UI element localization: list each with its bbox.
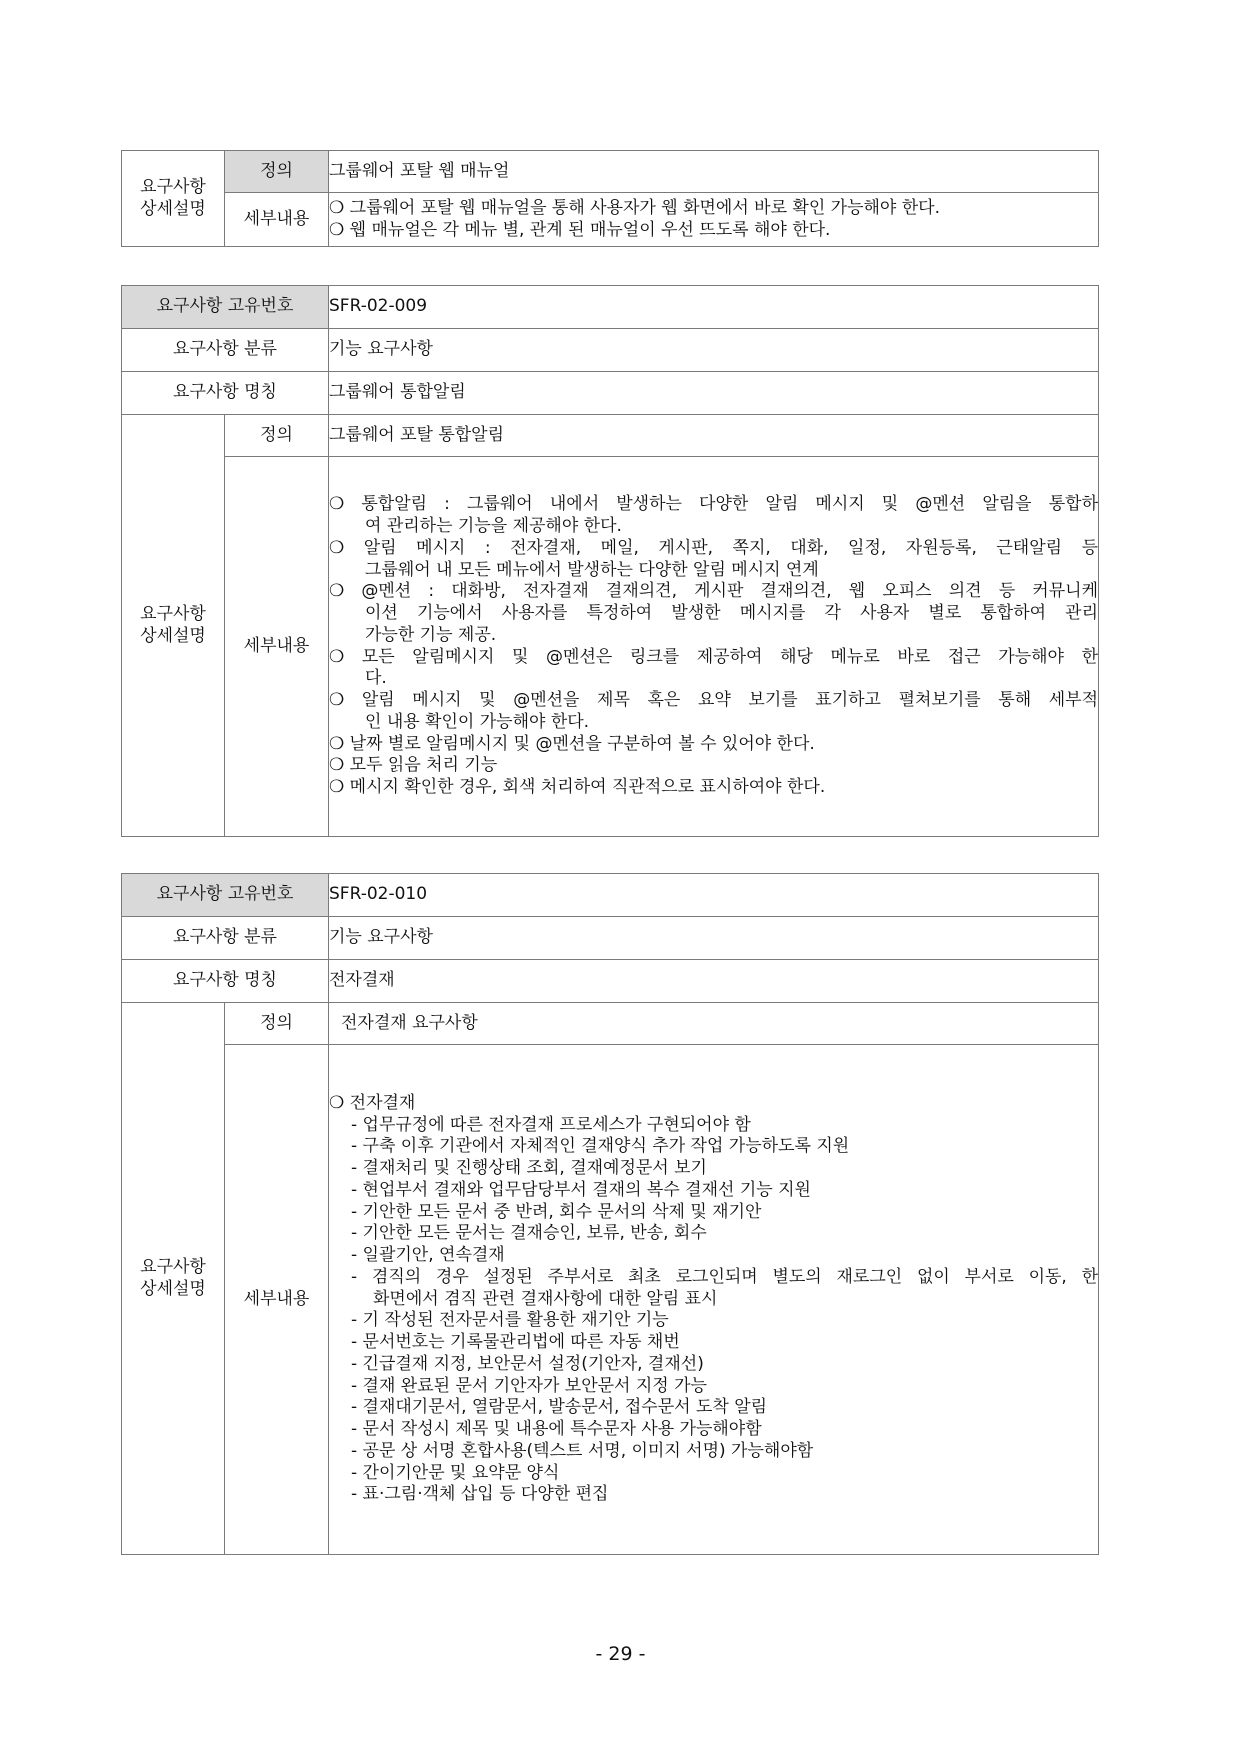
requirement-category-label: 요구사항 분류 <box>122 917 329 960</box>
detail-label: 세부내용 <box>225 193 329 247</box>
definition-value: 그룹웨어 포탈 통합알림 <box>329 415 1099 457</box>
detail-line: - 업무규정에 따른 전자결재 프로세스가 구현되어야 함 <box>351 1114 751 1135</box>
detail-line: ❍ 그룹웨어 포탈 웹 매뉴얼을 통해 사용자가 웹 화면에서 바로 확인 가능해야 한다. <box>329 197 940 218</box>
detail-line: - 현업부서 결재와 업무담당부서 결재의 복수 결재선 기능 지원 <box>351 1179 811 1200</box>
detail-group-label: 요구사항 상세설명 <box>122 1003 225 1555</box>
detail-line: ❍ 알림 메시지 : 전자결재, 메일, 게시판, 쪽지, 대화, 일정, 자원등록, 근태알림 등 <box>329 537 1098 558</box>
requirement-table-e-approval <box>121 873 1099 1555</box>
requirement-table-notification <box>121 285 1099 837</box>
detail-content <box>329 193 1099 247</box>
detail-line: ❍ 모든 알림메시지 및 @멘션은 링크를 제공하여 해당 메뉴로 바로 접근 가능해야 한 <box>329 646 1098 667</box>
detail-line: - 겸직의 경우 설정된 주부서로 최초 로그인되며 별도의 재로그인 없이 부서로 이동, 한 <box>351 1266 1098 1287</box>
detail-line: 그룹웨어 내 모든 메뉴에서 발생하는 다양한 알림 메시지 연계 <box>365 559 819 580</box>
detail-content <box>329 457 1099 837</box>
detail-line: - 간이기안문 및 요약문 양식 <box>351 1462 560 1483</box>
detail-line: 가능한 기능 제공. <box>365 624 497 645</box>
detail-line: 인 내용 확인이 가능해야 한다. <box>365 711 590 732</box>
detail-line: ❍ 날짜 별로 알림메시지 및 @멘션을 구분하여 볼 수 있어야 한다. <box>329 733 815 754</box>
detail-line: - 공문 상 서명 혼합사용(텍스트 서명, 이미지 서명) 가능해야함 <box>351 1440 814 1461</box>
detail-line: - 문서 작성시 제목 및 내용에 특수문자 사용 가능해야함 <box>351 1419 762 1440</box>
definition-value: 그룹웨어 포탈 웹 매뉴얼 <box>329 151 1099 193</box>
detail-line: ❍ 전자결재 <box>329 1092 416 1113</box>
requirement-category-value: 기능 요구사항 <box>329 917 1099 960</box>
detail-line: - 일괄기안, 연속결재 <box>351 1245 505 1266</box>
requirement-name-value: 그룹웨어 통합알림 <box>329 372 1099 415</box>
detail-line: - 결재 완료된 문서 기안자가 보안문서 지정 가능 <box>351 1375 707 1396</box>
detail-line: ❍ 메시지 확인한 경우, 회색 처리하여 직관적으로 표시하여야 한다. <box>329 777 826 797</box>
requirement-id-label: 요구사항 고유번호 <box>122 286 329 329</box>
detail-line: ❍ 통합알림 : 그룹웨어 내에서 발생하는 다양한 알림 메시지 및 @멘션 알림을 통합하 <box>329 494 1098 515</box>
detail-line: - 문서번호는 기록물관리법에 따른 자동 채번 <box>351 1332 680 1353</box>
page-number: - 29 - <box>595 1643 646 1665</box>
detail-line: ❍ 모두 읽음 처리 기능 <box>329 755 498 776</box>
detail-line: 여 관리하는 기능을 제공해야 한다. <box>365 516 622 536</box>
detail-line: ❍ 웹 매뉴얼은 각 메뉴 별, 관계 된 매뉴얼이 우선 뜨도록 해야 한다. <box>329 219 831 240</box>
detail-line: ❍ @멘션 : 대화방, 전자결재 결재의견, 게시판 결재의견, 웹 오피스 의견 등 커뮤니케 <box>329 581 1098 602</box>
detail-line: - 구축 이후 기관에서 자체적인 결재양식 추가 작업 가능하도록 지원 <box>351 1136 850 1157</box>
requirement-category-value: 기능 요구사항 <box>329 329 1099 372</box>
requirement-name-value: 전자결재 <box>329 960 1099 1003</box>
detail-label: 세부내용 <box>225 1045 329 1555</box>
detail-line: 다. <box>365 668 387 689</box>
detail-line: - 기안한 모든 문서는 결재승인, 보류, 반송, 회수 <box>351 1223 707 1244</box>
detail-line: - 긴급결재 지정, 보안문서 설정(기안자, 결재선) <box>351 1353 704 1374</box>
definition-label: 정의 <box>225 151 329 193</box>
requirement-name-label: 요구사항 명칭 <box>122 372 329 415</box>
requirement-id-label: 요구사항 고유번호 <box>122 874 329 917</box>
detail-line: 화면에서 겸직 관련 결재사항에 대한 알림 표시 <box>373 1288 718 1309</box>
requirement-name-label: 요구사항 명칭 <box>122 960 329 1003</box>
requirement-table-manual <box>121 150 1099 247</box>
detail-line: - 기 작성된 전자문서를 활용한 재기안 기능 <box>351 1310 669 1331</box>
definition-label: 정의 <box>225 415 329 457</box>
detail-line: - 기안한 모든 문서 중 반려, 회수 문서의 삭제 및 재기안 <box>351 1201 762 1222</box>
detail-group-label: 요구사항 상세설명 <box>122 151 225 247</box>
detail-line: ❍ 알림 메시지 및 @멘션을 제목 혹은 요약 보기를 표기하고 펼쳐보기를 통해 세부적 <box>329 690 1098 710</box>
detail-content <box>329 1045 1099 1555</box>
detail-line: - 결재처리 및 진행상태 조회, 결재예정문서 보기 <box>351 1158 707 1179</box>
requirement-id-value: SFR-02-010 <box>329 874 1099 917</box>
requirement-category-label: 요구사항 분류 <box>122 329 329 372</box>
detail-label: 세부내용 <box>225 457 329 837</box>
detail-group-label: 요구사항 상세설명 <box>122 415 225 837</box>
detail-line: - 표·그림·객체 삽입 등 다양한 편집 <box>351 1484 609 1505</box>
definition-label: 정의 <box>225 1003 329 1045</box>
definition-value: 전자결재 요구사항 <box>329 1003 1099 1045</box>
detail-line: 이션 기능에서 사용자를 특정하여 발생한 메시지를 각 사용자 별로 통합하여 관리 <box>365 603 1098 623</box>
detail-line: - 결재대기문서, 열람문서, 발송문서, 접수문서 도착 알림 <box>351 1397 768 1418</box>
requirement-id-value: SFR-02-009 <box>329 286 1099 329</box>
